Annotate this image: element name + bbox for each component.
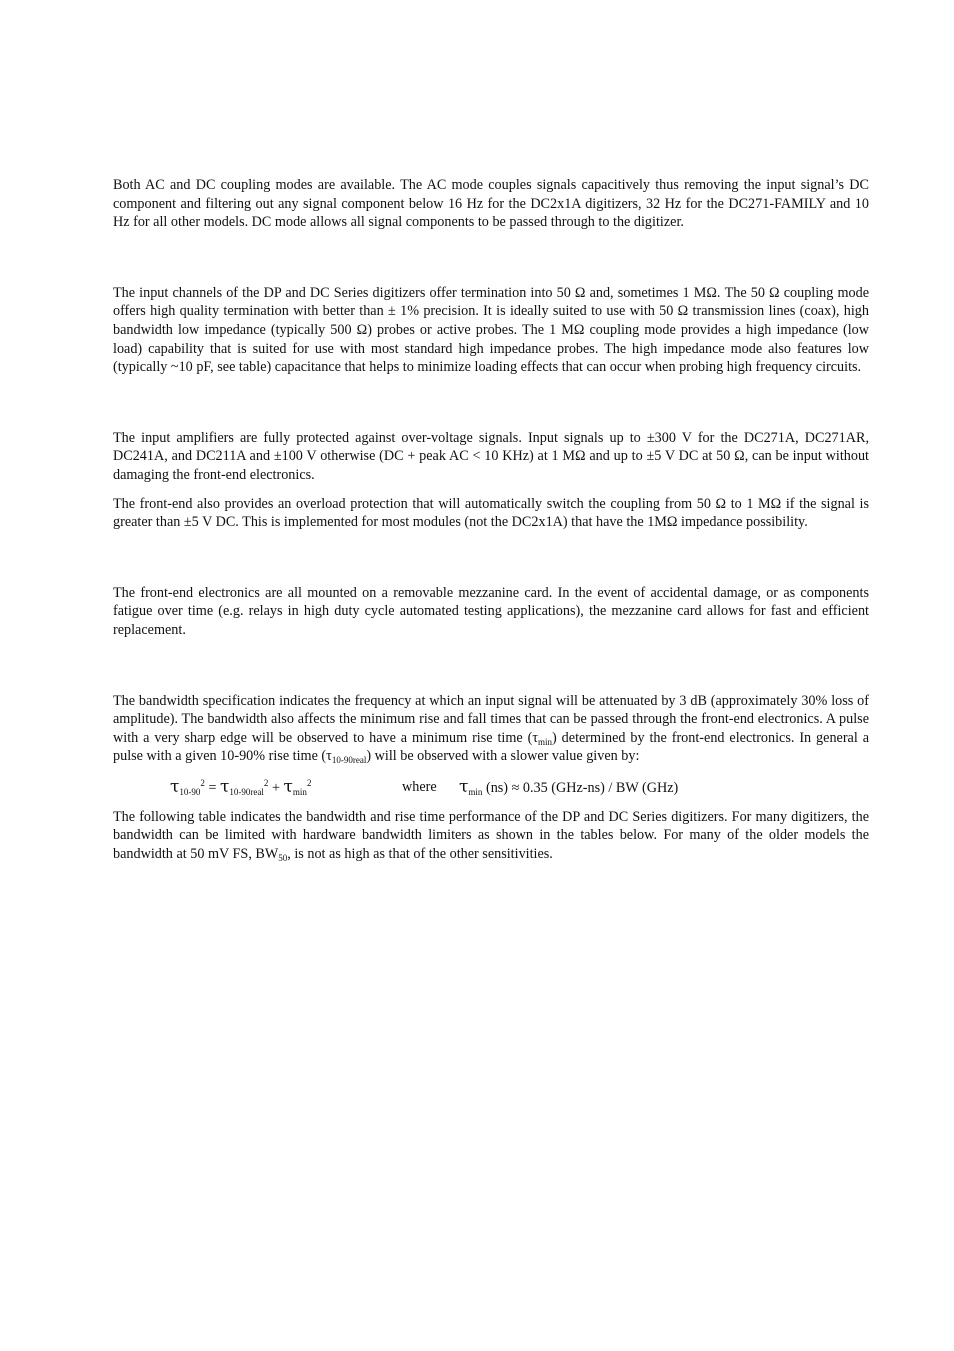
- tau-symbol: τ: [220, 776, 230, 797]
- tau-symbol: τ: [326, 748, 332, 765]
- document-page: [113, 176, 869, 864]
- bandwidth-paragraph: [113, 692, 869, 766]
- formula-definition-text: (ns) ≈ 0.35 (GHz-ns) / BW (GHz): [482, 779, 679, 796]
- formula-where: where: [402, 778, 437, 795]
- formula-sub-min: min: [292, 786, 307, 797]
- formula-sup-squared: 2: [306, 777, 312, 788]
- tau-symbol: τ: [170, 776, 180, 797]
- bw50-subscript: 50: [278, 853, 288, 864]
- formula-sub-min: min: [468, 786, 483, 797]
- table-intro-text-2: , is not as high as that of the other sensitivities.: [287, 846, 553, 863]
- tau-min-subscript: min: [538, 736, 553, 747]
- rise-time-formula: [113, 778, 869, 802]
- tau-symbol: τ: [532, 729, 539, 746]
- table-intro-paragraph: [113, 808, 869, 864]
- bandwidth-text-2: ) determined by the front-end electronics. In general a pulse with a given 10-90% rise time (: [113, 729, 869, 765]
- tau-symbol: τ: [459, 776, 469, 797]
- tau-symbol: τ: [283, 776, 293, 797]
- coupling-paragraph: Both AC and DC coupling modes are available. The AC mode couples signals capacitively thus removing the input signal’s DC component and filtering out any signal component below 16 Hz for the DC2x1A digitizers, 32 Hz for the DC271-FAMILY and 10 Hz for all other models. DC mode allows all signal components to be passed through to the digitizer.: [113, 177, 869, 231]
- bandwidth-text-3: ) will be observed with a slower value given by:: [366, 748, 640, 765]
- formula-sub-1090: 10-90: [179, 786, 201, 797]
- bandwidth-text-1: The bandwidth specification indicates the frequency at which an input signal will be attenuated by 3 dB (approximately 30% loss of amplitude). The bandwidth also affects the minimum rise and fall times that can be passed through the front-end electronics. A pulse with a very sharp edge will be observed to have a minimum rise time (: [113, 692, 869, 746]
- formula-equation: [170, 778, 311, 798]
- tau-real-subscript: 10-90real: [331, 755, 367, 766]
- formula-sub-real: 10-90real: [229, 786, 264, 797]
- formula-sup-squared: 2: [263, 777, 269, 788]
- protection-paragraph: The input amplifiers are fully protected against over-voltage signals. Input signals up to ±300 V for the DC271A, DC271AR, DC241A, and DC211A and ±100 V otherwise (DC + peak AC < 10 KHz) at 1 MΩ and up to ±5 V DC at 50 Ω, can be input without damaging the front-end electronics.: [113, 429, 869, 483]
- overload-protection-paragraph: The front-end also provides an overload protection that will automatically switch the coupling from 50 Ω to 1 MΩ if the signal is greater than ±5 V DC. This is implemented for most modules (not the DC2x1A) that have the 1MΩ impedance possibility.: [113, 495, 869, 531]
- formula-plus: +: [268, 779, 284, 796]
- formula-sup-squared: 2: [200, 777, 205, 788]
- formula-equals: =: [204, 779, 221, 796]
- formula-definition: [459, 778, 678, 798]
- mezzanine-paragraph: The front-end electronics are all mounted on a removable mezzanine card. In the event of accidental damage, or as components fatigue over time (e.g. relays in high duty cycle automated testing applications), the mezzanine card allows for fast and efficient replacement.: [113, 584, 869, 638]
- table-intro-text-1: The following table indicates the bandwidth and rise time performance of the DP and DC Series digitizers. For many digitizers, the bandwidth can be limited with hardware bandwidth limiters as shown in the tables below. For many of the older models the bandwidth at 50 mV FS, BW: [113, 808, 869, 863]
- termination-paragraph: The input channels of the DP and DC Series digitizers offer termination into 50 Ω and, sometimes 1 MΩ. The 50 Ω coupling mode offers high quality termination with better than ± 1% precision. It is ideally suited to use with 50 Ω transmission lines (coax), high bandwidth low impedance (typically 500 Ω) probes or active probes. The 1 MΩ coupling mode provides a high impedance (low load) capability that is suited for use with most standard high impedance probes. The high impedance mode also features low (typically ~10 pF, see table) capacitance that helps to minimize loading effects that can occur when probing high frequency circuits.: [113, 284, 869, 376]
